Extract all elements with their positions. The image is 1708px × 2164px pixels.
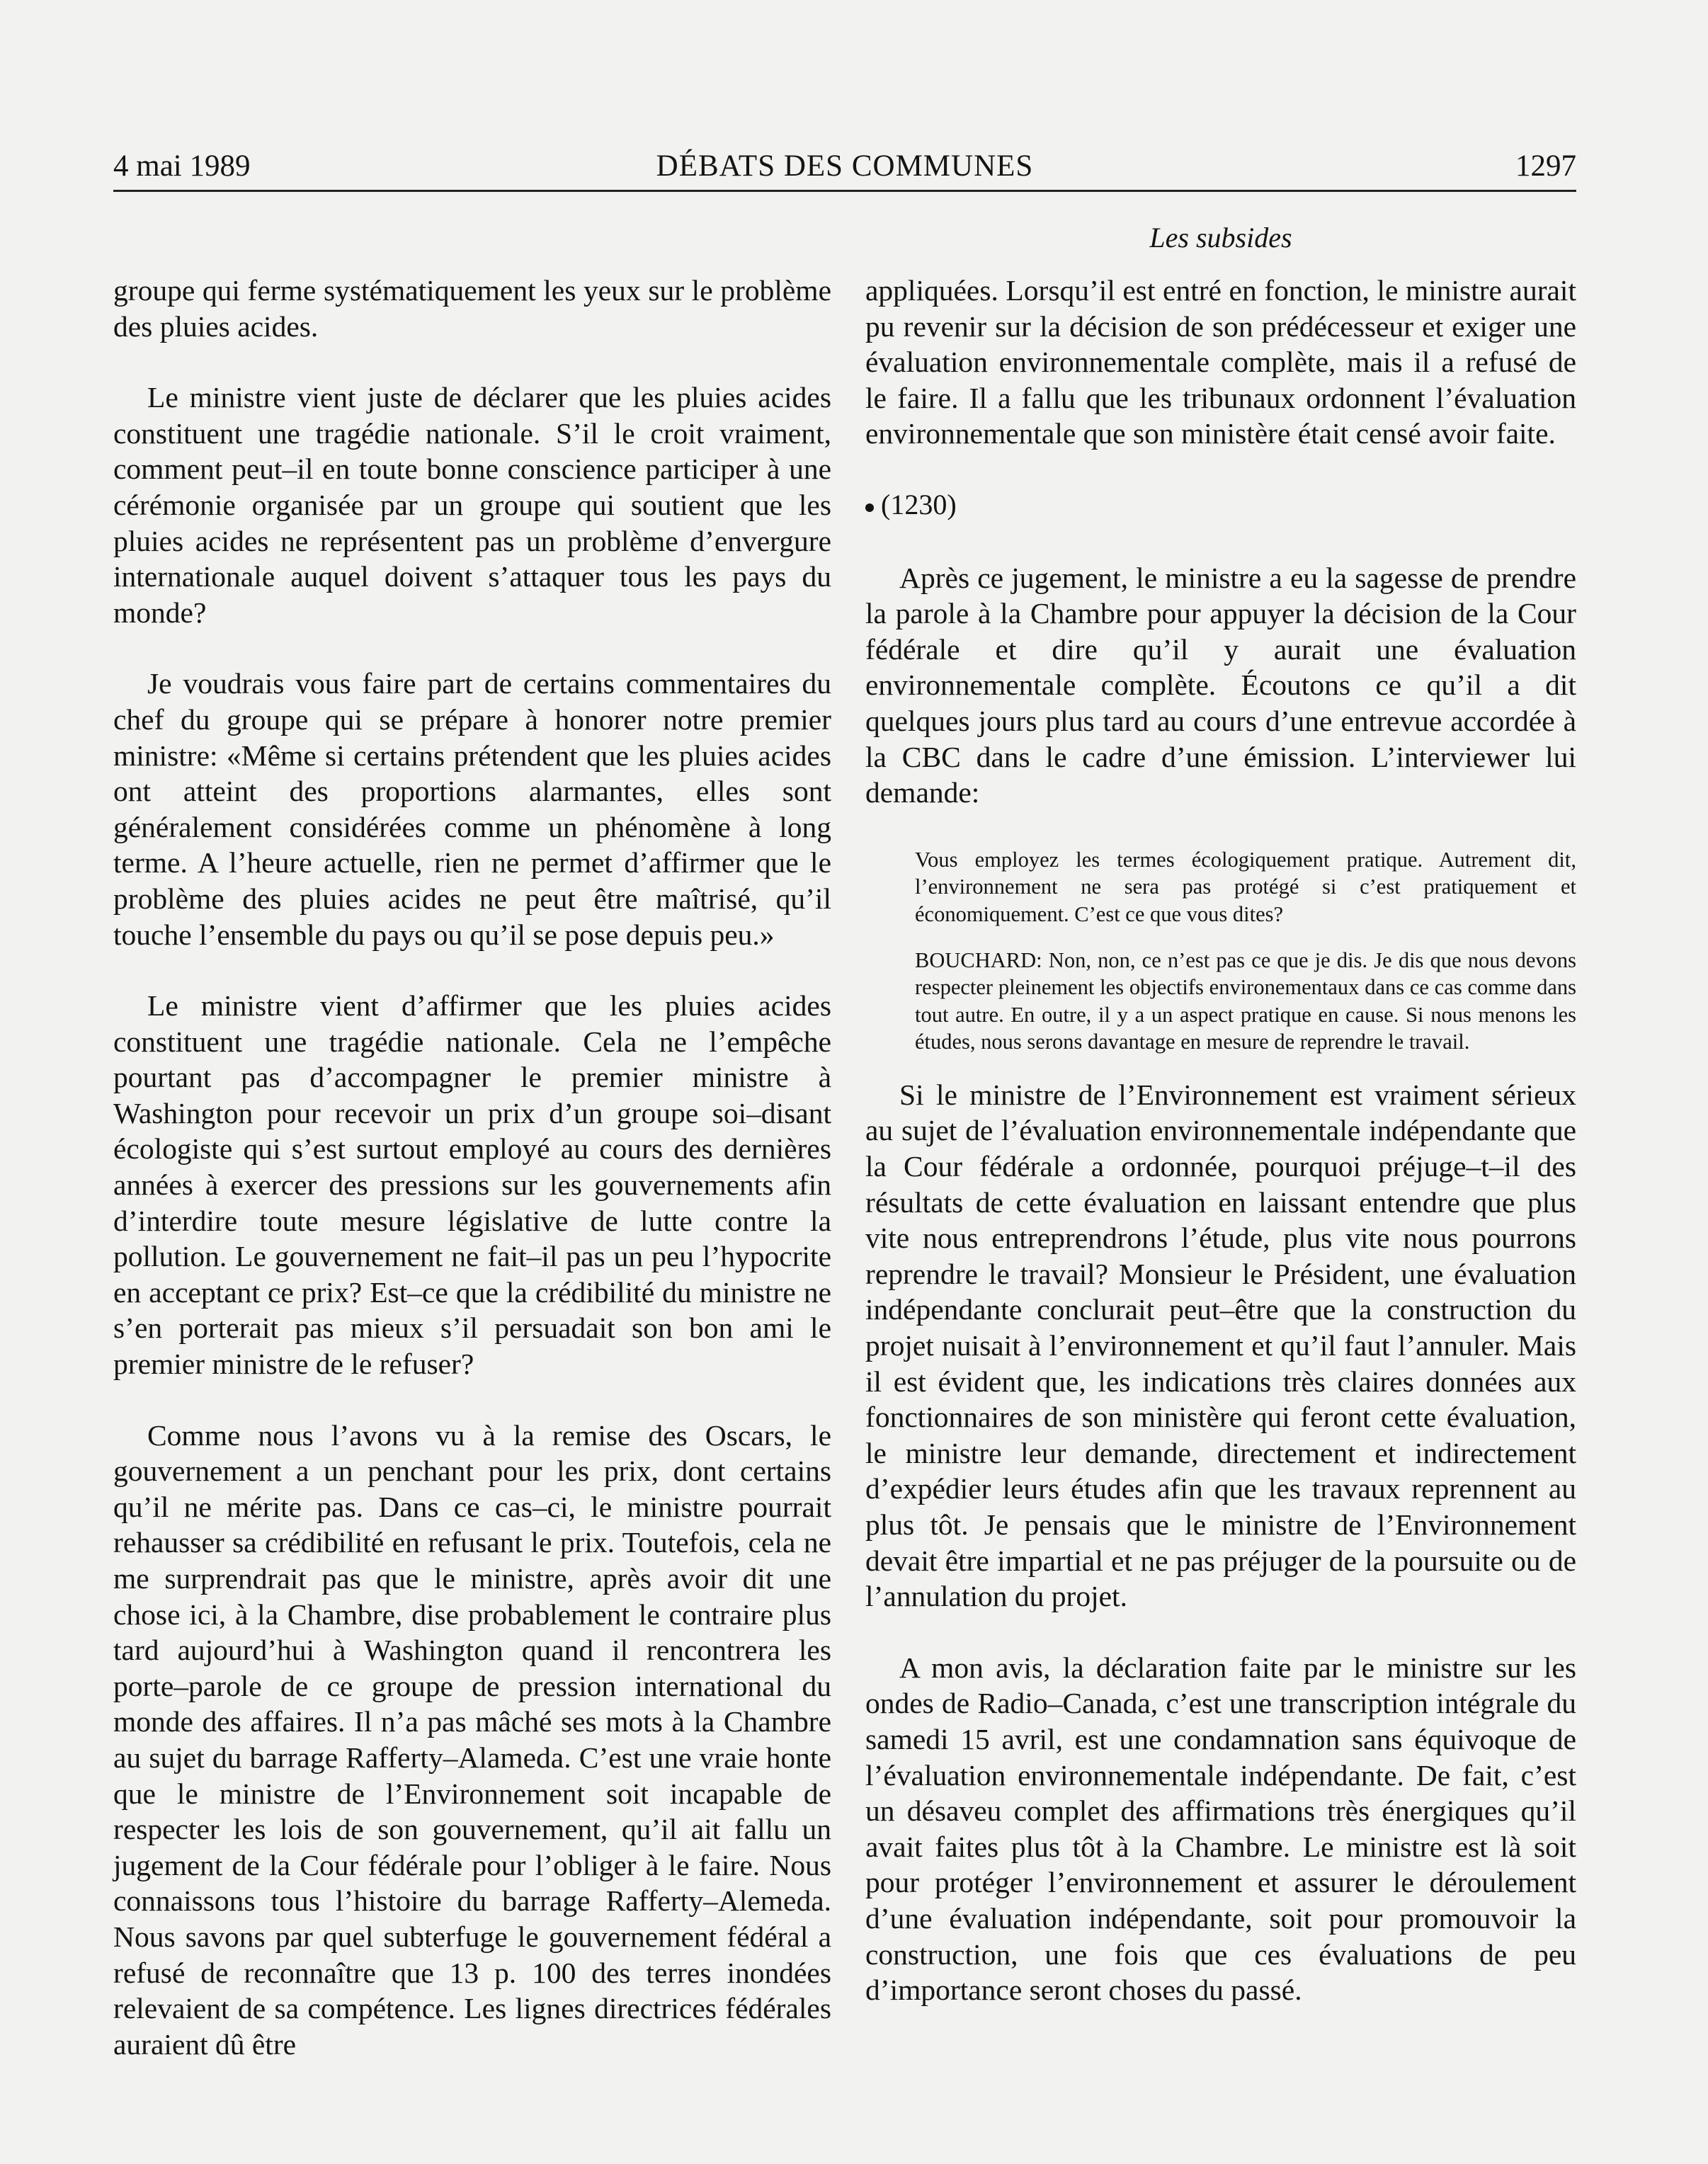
header-date: 4 mai 1989 <box>113 149 251 183</box>
interview-quote <box>915 846 1576 1056</box>
left-paragraph-1: groupe qui ferme systématiquement les yeux sur le problème des pluies acides. <box>113 274 831 343</box>
page-header <box>113 142 1576 192</box>
bullet-icon <box>865 503 874 512</box>
header-page-number: 1297 <box>1515 149 1576 183</box>
left-paragraph-4: Le ministre vient d’affirmer que les pluies acides constituent une tragédie nationale. Cela ne l’empêche pourtant pas d’accompagner le premier ministre à Washington pour recevoir un prix d’un groupe soi–disant écologiste qui s’est surtout employé au cours des dernières années à exercer des pressions sur les gouvernements afin d’interdire toute mesure législative de lutte contre la pollution. Le gouvernement ne fait–il pas un peu l’hypocrite en acceptant ce prix? Est–ce que la crédibilité du ministre ne s’en porterait pas mieux s’il persuadait son bon ami le premier ministre de le refuser? <box>113 989 831 1381</box>
header-title: DÉBATS DES COMMUNES <box>656 149 1034 183</box>
section-label: Les subsides <box>1149 222 1292 254</box>
right-column <box>865 273 1576 2044</box>
quote-question: Vous employez les termes écologiquement pratique. Autrement dit, l’environnement ne sera pas protégé si c’est pratiquement et économiquement. C’est ce que vous dites? <box>915 847 1576 926</box>
right-paragraph-3: A mon avis, la déclaration faite par le ministre sur les ondes de Radio–Canada, c’est une transcription intégrale du samedi 15 avril, est une condamnation sans équivoque de l’évaluation environnementale indépendante. De fait, c’est un désaveu complet des affirmations très énergiques qu’il avait faites plus tôt à la Chambre. Le ministre est là soit pour protéger l’environnement et assurer le déroulement d’une évaluation indépendante, soit pour promouvoir la construction, une fois que ces évaluations de peu d’importance seront choses du passé. <box>865 1651 1576 2007</box>
time-marker <box>865 487 1576 523</box>
time-marker-text: (1230) <box>881 488 957 520</box>
right-continuation-paragraph: appliquées. Lorsqu’il est entré en fonction, le ministre aurait pu revenir sur la décision de son prédécesseur et exiger une évaluation environnementale complète, mais il a refusé de le faire. Il a fallu que les tribunaux ordonnent l’évaluation environnementale que son ministère était censé avoir faite. <box>865 274 1576 450</box>
left-paragraph-2: Le ministre vient juste de déclarer que les pluies acides constituent une tragédie nationale. S’il le croit vraiment, comment peut–il en toute bonne conscience participer à une cérémonie organisée par un groupe qui soutient que les pluies acides ne représentent pas un problème d’envergure internationale auquel doivent s’attaquer tous les pays du monde? <box>113 381 831 629</box>
right-paragraph-2: Si le ministre de l’Environnement est vraiment sérieux au sujet de l’évaluation environnementale indépendante que la Cour fédérale a ordonnée, pourquoi préjuge–t–il des résultats de cette évaluation en laissant entendre que plus vite nous entreprendrons l’étude, plus vite nous pourrons reprendre le travail? Monsieur le Président, une évaluation indépendante conclurait peut–être que la construction du projet nuisait à l’environnement et qu’il faut l’annuler. Mais il est évident que, les indications très claires données aux fonctionnaires de son ministère qui feront cette évaluation, le ministre leur demande, directement et indirectement d’expédier leurs études afin que les travaux reprennent au plus tôt. Je pensais que le ministre de l’Environnement devait être impartial et ne pas préjuger de la poursuite ou de l’annulation du projet. <box>865 1078 1576 1613</box>
left-paragraph-5: Comme nous l’avons vu à la remise des Oscars, le gouvernement a un penchant pour les prix, dont certains qu’il ne mérite pas. Dans ce cas–ci, le ministre pourrait rehausser sa crédibilité en refusant le prix. Toutefois, cela ne me surprendrait pas que le ministre, après avoir dit une chose ici, à la Chambre, dise probablement le contraire plus tard aujourd’hui à Washington quand il rencontrera les porte–parole de ce groupe de pression international du monde des affaires. Il n’a pas mâché ses mots à la Chambre au sujet du barrage Rafferty–Alameda. C’est une vraie honte que le ministre de l’Environnement soit incapable de respecter les lois de son gouvernement, qu’il ait fallu un jugement de la Cour fédérale pour l’obliger à le faire. Nous connaissons tous l’histoire du barrage Rafferty–Alemeda. Nous savons par quel subterfuge le gouvernement fédéral a refusé de reconnaître que 13 p. 100 des terres inondées relevaient de sa compétence. Les lignes directrices fédérales auraient dû être <box>113 1418 831 2061</box>
left-paragraph-3: Je voudrais vous faire part de certains commentaires du chef du groupe qui se prépare à honorer notre premier ministre: «Même si certains prétendent que les pluies acides ont atteint des proportions alarmantes, elles sont généralement considérées comme un phénomène à long terme. A l’heure actuelle, rien ne permet d’affirmer que le problème des pluies acides ne peut être maîtrisé, qu’il touche l’ensemble du pays ou qu’il se pose depuis peu.» <box>113 667 831 951</box>
left-column <box>113 273 831 2097</box>
right-paragraph-after-marker: Après ce jugement, le ministre a eu la sagesse de prendre la parole à la Chambre pour appuyer la décision de la Cour fédérale et dire qu’il y aurait une évaluation environnementale complète. Écoutons ce qu’il a dit quelques jours plus tard au cours d’une entrevue accordée à la CBC dans le cadre d’une émission. L’interviewer lui demande: <box>865 561 1576 809</box>
quote-answer: BOUCHARD: Non, non, ce n’est pas ce que je dis. Je dis que nous devons respecter pleinement les objectifs environementaux dans ce cas comme dans tout autre. En outre, il y a un aspect pratique en cause. Si nous menons les études, nous serons davantage en mesure de reprendre le travail. <box>915 947 1576 1054</box>
